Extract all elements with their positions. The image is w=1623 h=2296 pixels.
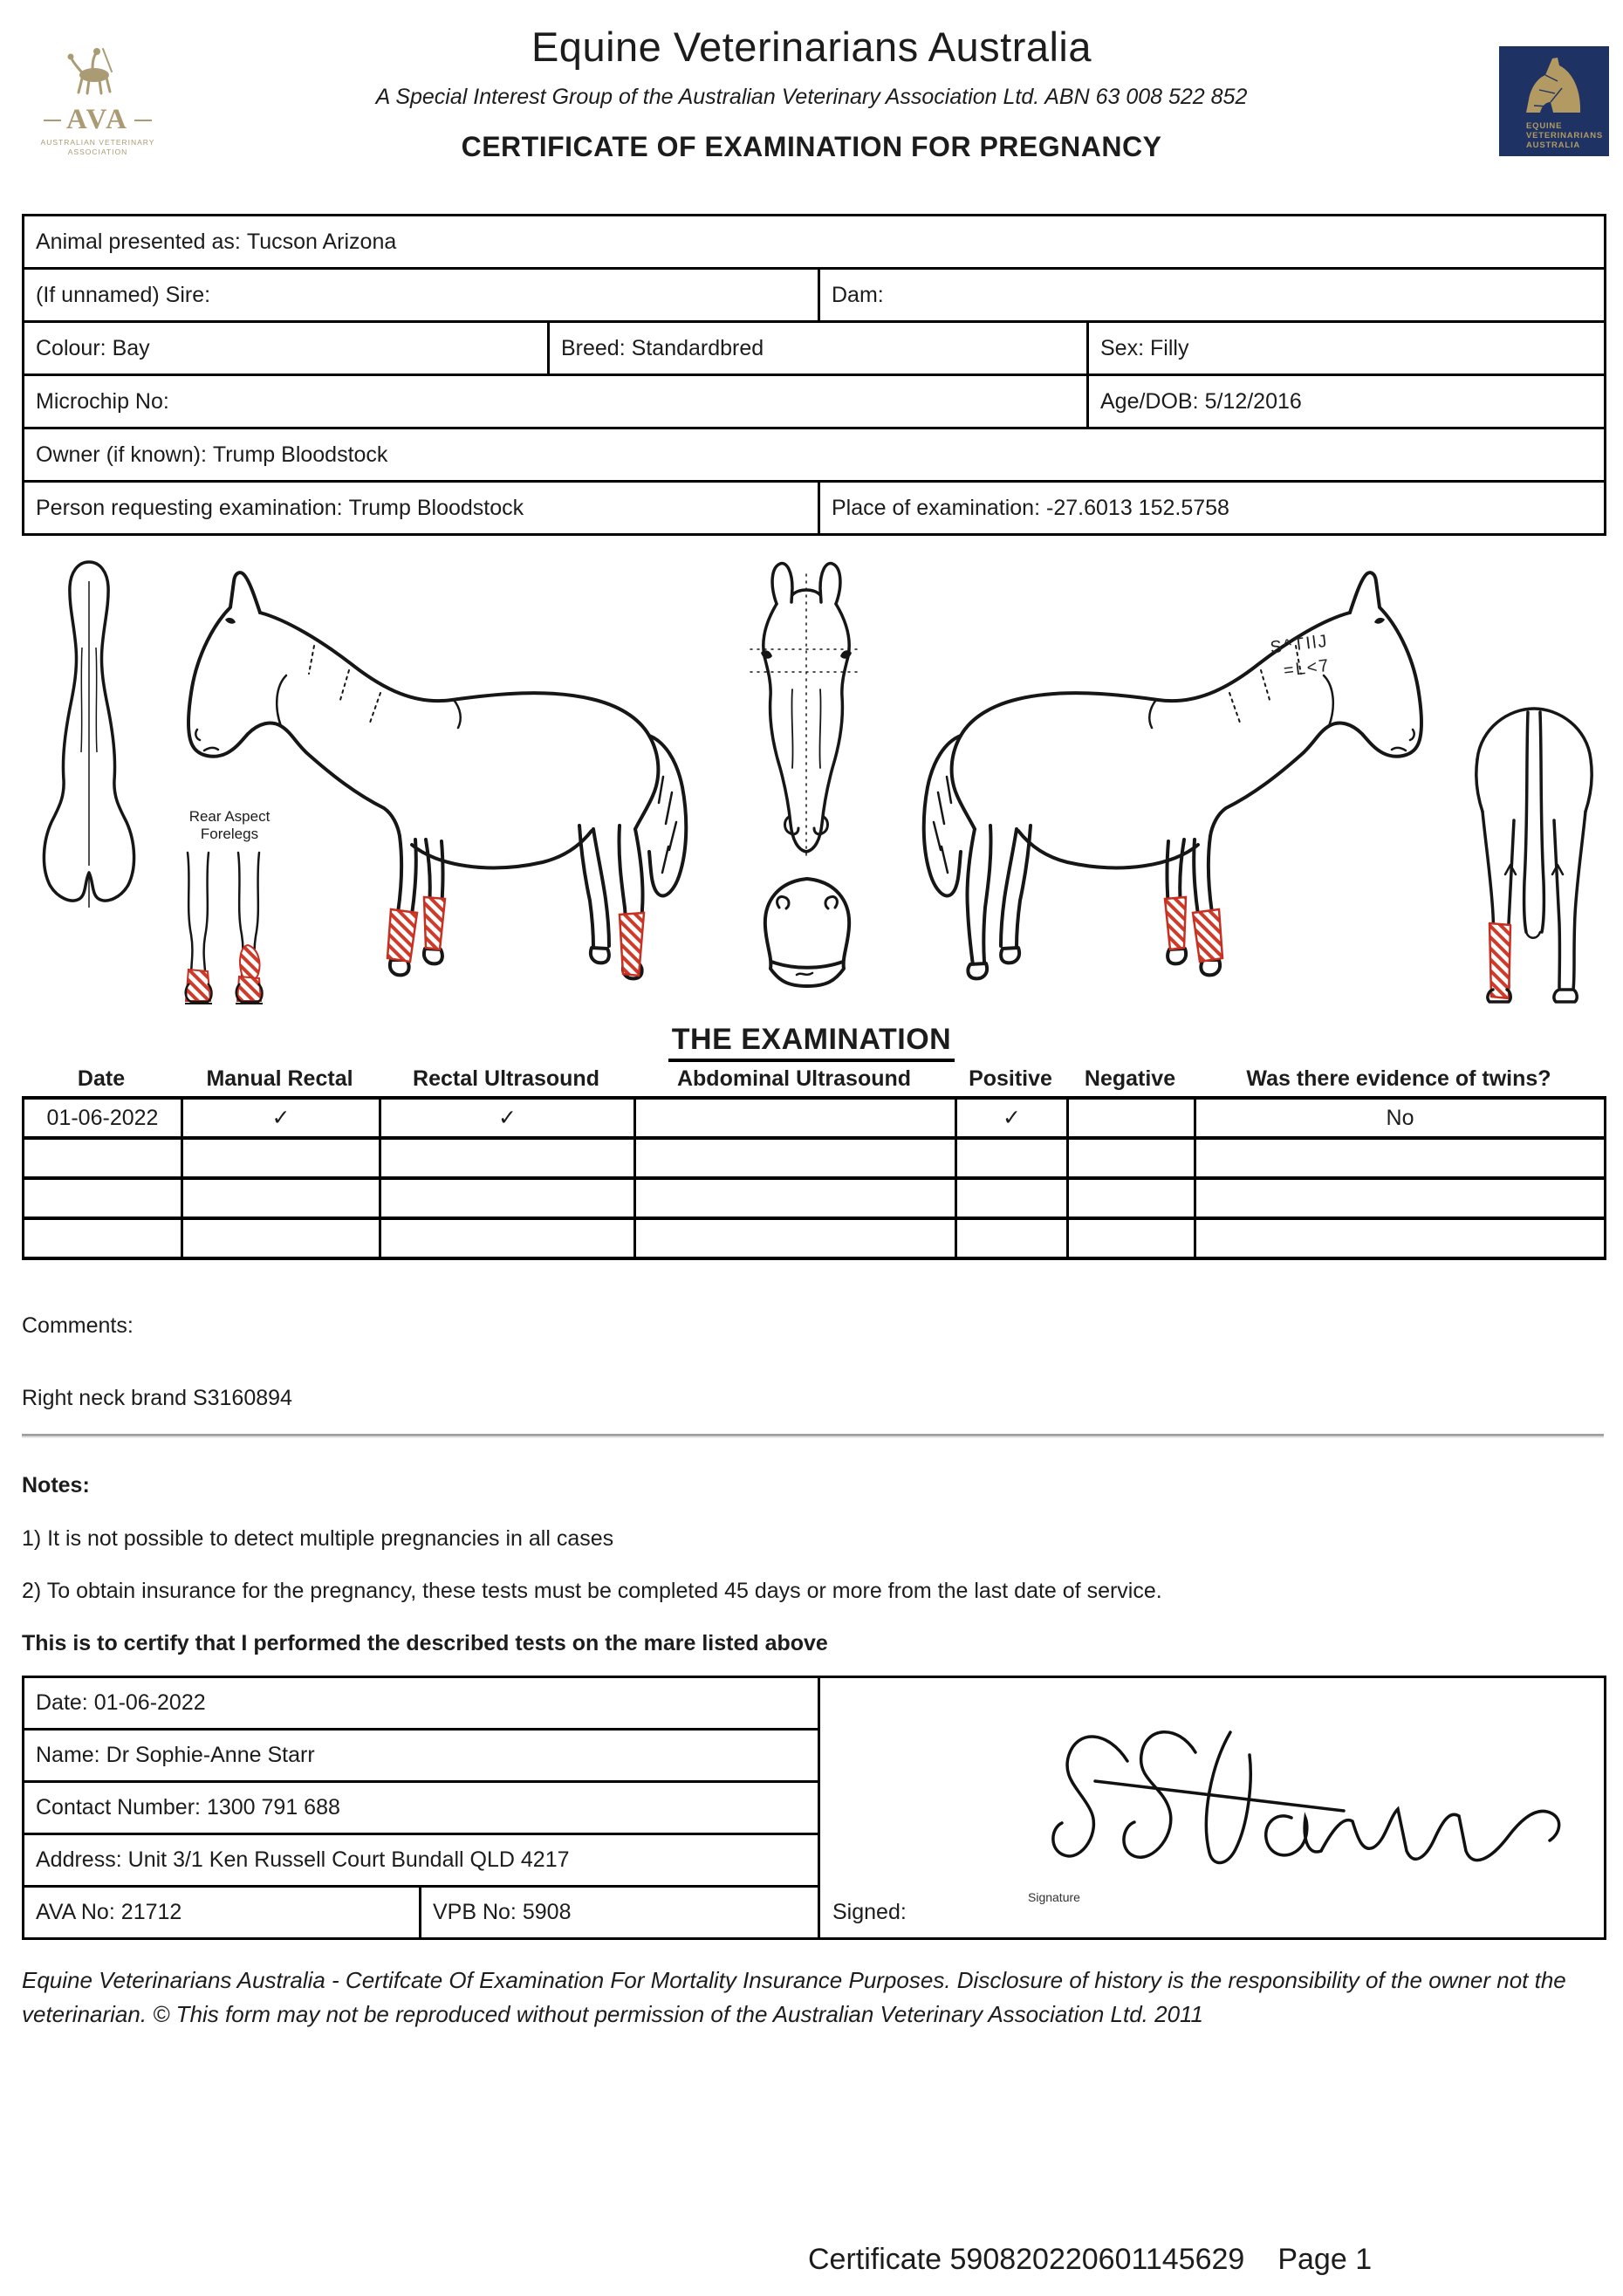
horse-rear-view-icon	[1476, 709, 1592, 1002]
exam-row	[24, 1178, 1606, 1218]
horse-front-face-icon	[750, 564, 862, 860]
field-vet-date	[24, 1677, 819, 1730]
field-label: VPB No:	[433, 1900, 517, 1924]
horse-head-icon	[1526, 58, 1580, 113]
exam-row	[24, 1218, 1606, 1258]
col-header-twins: Was there evidence of twins?	[1246, 1066, 1551, 1091]
field-place	[819, 482, 1606, 535]
field-label: Dam:	[832, 282, 884, 307]
neck-brand-mark	[1269, 632, 1332, 682]
signed-label: Signed:	[832, 1900, 907, 1924]
field-label: (If unnamed) Sire:	[36, 282, 211, 307]
svg-text:S^TIlJ: S^TIlJ	[1269, 631, 1330, 658]
forelegs-rear-aspect-icon	[185, 808, 270, 1004]
field-label: Name:	[36, 1743, 100, 1767]
animal-details-table	[22, 214, 1606, 536]
horse-right-side-icon	[924, 572, 1421, 978]
exam-cell-date: 01-06-2022	[24, 1098, 182, 1138]
signature-icon	[820, 1678, 1601, 1954]
field-value: 5/12/2016	[1204, 388, 1302, 414]
field-microchip	[24, 375, 1088, 428]
col-header-rectal-ultrasound: Rectal Ultrasound	[413, 1066, 599, 1091]
disclaimer-text: Equine Veterinarians Australia - Certifcate Of Examination For Mortality Insurance Purposes. Disclosure of history is the responsibility of the owner not the veterinarian. © This form may not be reproduced without permission of the Australian Veterinary Association Ltd. 2011	[22, 1967, 1566, 2027]
field-breed	[549, 322, 1088, 375]
field-value: 21712	[120, 1900, 182, 1924]
examination-heading: THE EXAMINATION	[0, 1023, 1623, 1062]
field-requester	[24, 482, 819, 535]
exam-cell-manual-rectal: ✓	[182, 1098, 380, 1138]
examination-table	[22, 1096, 1606, 1260]
horse-top-view-icon	[44, 562, 134, 908]
notes-label: Notes:	[22, 1473, 90, 1498]
col-header-positive: Positive	[969, 1066, 1052, 1091]
field-label: Age/DOB:	[1100, 388, 1199, 414]
exam-cell-rectal-ultrasound: ✓	[380, 1098, 635, 1138]
page-number: Page 1	[1277, 2243, 1373, 2276]
exam-cell-positive: ✓	[956, 1098, 1068, 1138]
forelegs-label-line1: Rear Aspect	[188, 808, 270, 825]
veterinarian-table	[22, 1676, 1606, 1940]
forelegs-label-line2: Forelegs	[200, 826, 259, 842]
ava-caption-line2: ASSOCIATION	[67, 147, 128, 156]
field-value: 1300 791 688	[206, 1795, 340, 1820]
signature-cell	[819, 1677, 1606, 1939]
field-presented-as	[24, 216, 1606, 269]
field-ava-no	[24, 1887, 421, 1939]
field-label: Person requesting examination:	[36, 495, 343, 520]
field-label: Animal presented as:	[36, 229, 241, 254]
eva-caption-line3: AUSTRALIA	[1526, 141, 1581, 150]
horse-muzzle-icon	[765, 879, 849, 986]
field-dam	[819, 269, 1606, 322]
field-label: Microchip No:	[36, 388, 169, 414]
note-item-1: 1) It is not possible to detect multiple pregnancies in all cases	[22, 1526, 614, 1551]
org-subtitle: A Special Interest Group of the Australian Veterinary Association Ltd. ABN 63 008 522 852	[375, 85, 1248, 109]
field-label: Place of examination:	[832, 495, 1041, 520]
field-value: Filly	[1150, 335, 1189, 360]
field-sire	[24, 269, 819, 322]
section-divider	[22, 1434, 1604, 1438]
field-label: Date:	[36, 1690, 88, 1715]
field-value: -27.6013 152.5758	[1046, 495, 1229, 520]
field-vet-address	[24, 1834, 819, 1887]
certificate-footer	[808, 2243, 1372, 2277]
exam-cell-abdominal-ultrasound	[635, 1098, 956, 1138]
field-label: Address:	[36, 1847, 122, 1872]
comments-text: Right neck brand S3160894	[22, 1386, 292, 1410]
ava-caption-line1: AUSTRALIAN VETERINARY	[40, 138, 155, 147]
eva-logo	[1499, 46, 1609, 156]
exam-cell-twins: No	[1195, 1098, 1606, 1138]
field-age-dob	[1088, 375, 1606, 428]
field-value: Tucson Arizona	[246, 229, 397, 254]
doc-title: CERTIFICATE OF EXAMINATION FOR PREGNANCY	[461, 131, 1162, 162]
eva-caption-line2: VETERINARIANS	[1526, 131, 1603, 141]
horse-left-side-icon	[188, 572, 686, 978]
field-vpb-no	[421, 1887, 819, 1939]
field-vet-contact	[24, 1782, 819, 1834]
field-label: Breed:	[561, 335, 626, 360]
col-header-abdominal-ultrasound: Abdominal Ultrasound	[676, 1066, 912, 1091]
note-item-2: 2) To obtain insurance for the pregnancy, these tests must be completed 45 days or more from the last date of service.	[22, 1579, 1162, 1603]
ava-rule-left	[44, 120, 61, 121]
field-value: Unit 3/1 Ken Russell Court Bundall QLD 4217	[127, 1847, 570, 1872]
ava-rule-right	[134, 120, 152, 121]
examination-column-headers	[22, 1066, 1604, 1092]
field-label: AVA No:	[36, 1900, 115, 1924]
field-label: Sex:	[1100, 335, 1145, 360]
field-label: Contact Number:	[36, 1795, 201, 1820]
ava-acronym: AVA	[66, 104, 129, 135]
certify-statement: This is to certify that I performed the described tests on the mare listed above	[22, 1631, 828, 1655]
field-value: Bay	[112, 335, 150, 360]
col-header-date: Date	[77, 1066, 126, 1091]
field-label: Owner (if known):	[36, 442, 207, 467]
field-value: 01-06-2022	[93, 1690, 206, 1715]
col-header-negative: Negative	[1084, 1066, 1176, 1091]
col-header-manual-rectal: Manual Rectal	[206, 1066, 353, 1091]
field-label: Colour:	[36, 335, 106, 360]
svg-text:=L<7: =L<7	[1282, 655, 1332, 681]
field-value: Standardbred	[631, 335, 764, 360]
eva-caption-line1: EQUINE	[1526, 121, 1563, 131]
certificate-number: Certificate 590820220601145629	[808, 2243, 1245, 2276]
field-value: 5908	[522, 1900, 572, 1924]
field-sex	[1088, 322, 1606, 375]
exam-row	[24, 1138, 1606, 1178]
org-name: Equine Veterinarians Australia	[531, 24, 1092, 70]
field-vet-name	[24, 1730, 819, 1782]
field-value: Dr Sophie-Anne Starr	[106, 1743, 315, 1767]
field-value: Trump Bloodstock	[348, 495, 524, 520]
field-owner	[24, 428, 1606, 482]
field-colour	[24, 322, 549, 375]
comments-label: Comments:	[22, 1313, 134, 1338]
field-value: Trump Bloodstock	[212, 442, 388, 467]
exam-row	[24, 1098, 1606, 1138]
horse-markings-diagram	[22, 559, 1604, 1005]
signature-caption: Signature	[1028, 1890, 1080, 1904]
exam-cell-negative	[1068, 1098, 1195, 1138]
